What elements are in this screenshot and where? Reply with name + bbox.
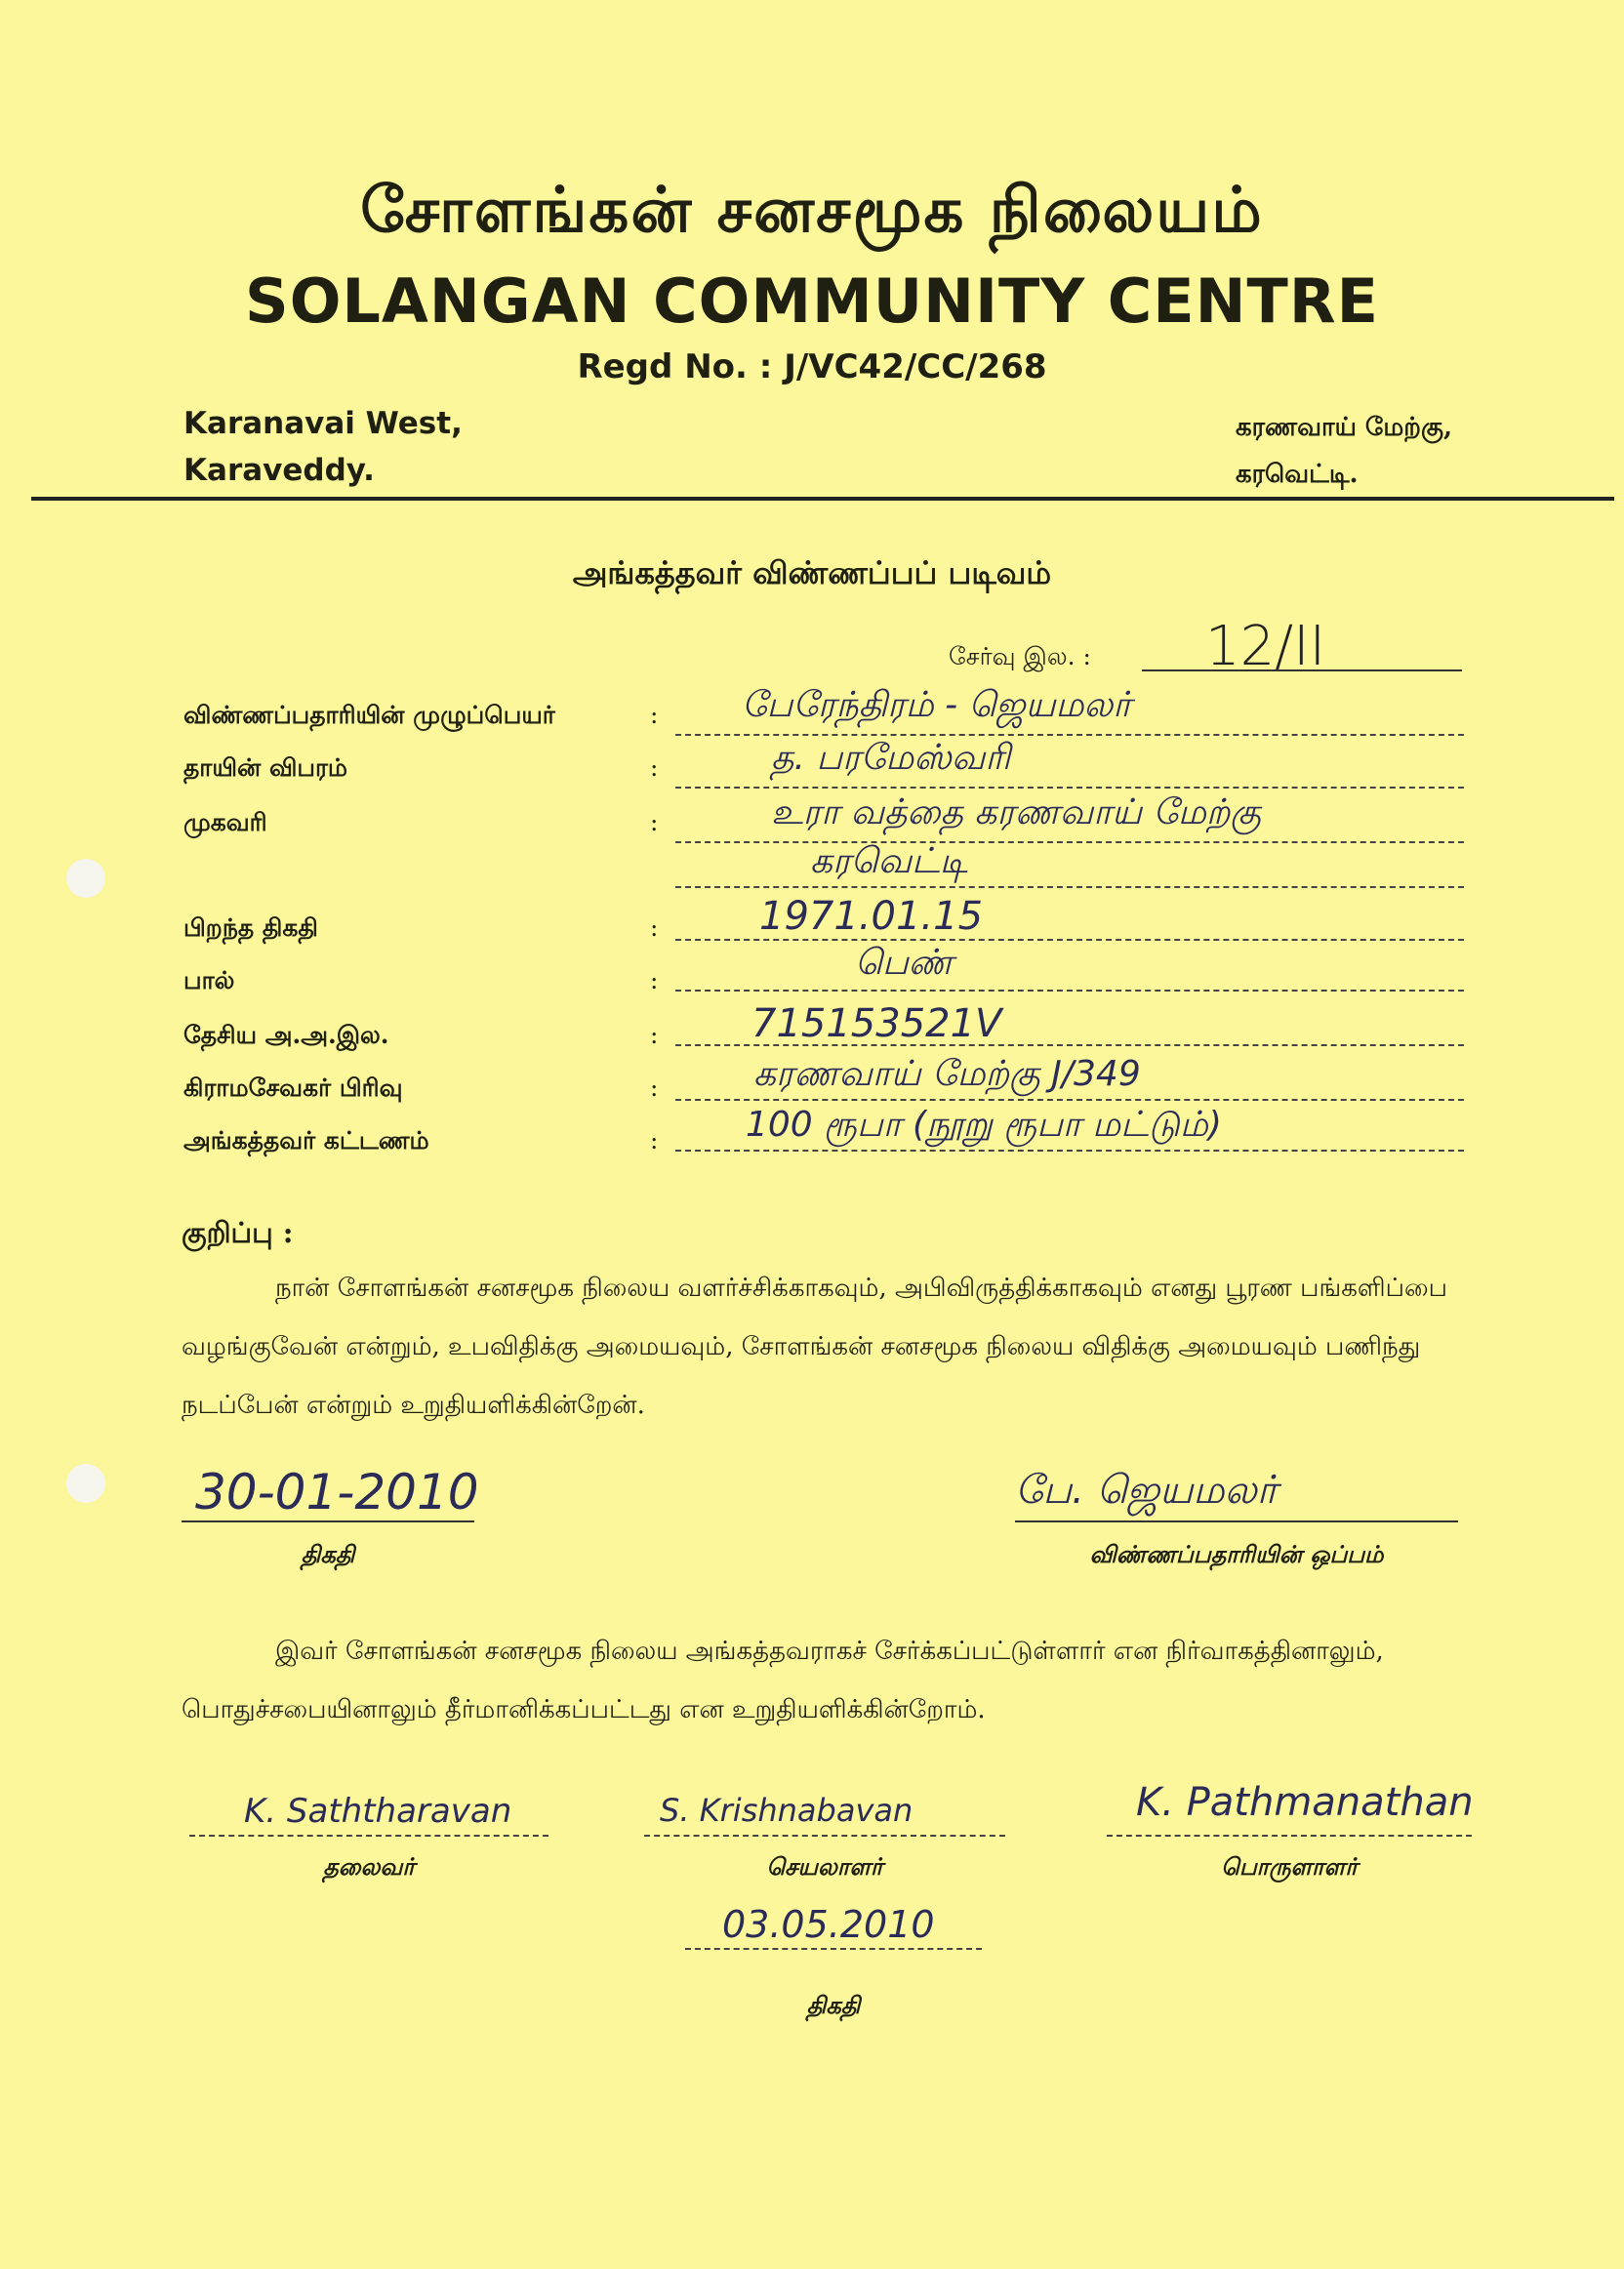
field-label-sex: பால் (183, 966, 235, 994)
field-label-mother: தாயின் விபரம் (183, 753, 348, 782)
field-value-address: உரா வத்தை கரணவாய் மேற்கு (771, 792, 1262, 832)
org-title-english: SOLANGAN COMMUNITY CENTRE (245, 265, 1379, 337)
field-line-mother (675, 787, 1464, 789)
address-english-line-2: Karaveddy. (183, 453, 375, 488)
applicant-date-line (182, 1520, 474, 1522)
field-value-sex: பெண் (855, 943, 954, 983)
applicant-signature-caption: விண்ணப்பதாரியின் ஒப்பம் (1089, 1540, 1384, 1568)
president-signature: K. Saththaravan (244, 1792, 512, 1831)
field-line-address-2 (675, 886, 1464, 888)
field-label-nic: தேசிய அ.அ.இல. (183, 1021, 389, 1049)
note-heading: குறிப்பு : (182, 1216, 294, 1249)
serial-number-label: சேர்வு இல. : (949, 642, 1091, 670)
field-colon: : (650, 753, 659, 782)
field-label-dob: பிறந்த திகதி (183, 913, 318, 942)
field-colon: : (650, 1126, 659, 1155)
field-value-nic: 715153521V (751, 1001, 1002, 1046)
address-english (183, 400, 463, 494)
field-value-address-2: கரவெட்டி (810, 841, 968, 881)
address-tamil-line-1: கரணவாய் மேற்கு, (1235, 413, 1452, 442)
header-divider (31, 497, 1614, 501)
field-value-dob: 1971.01.15 (759, 894, 984, 939)
punch-hole-top (66, 859, 105, 898)
secretary-signature-line (644, 1835, 1005, 1837)
applicant-date-caption: திகதி (301, 1540, 355, 1568)
field-value-mother: த. பரமேஸ்வரி (771, 738, 1011, 778)
president-caption: தலைவர் (323, 1852, 415, 1881)
field-value-gs-division: கரணவாய் மேற்கு J/349 (753, 1054, 1141, 1094)
field-colon: : (650, 701, 659, 729)
secretary-caption: செயலாளர் (766, 1852, 883, 1881)
treasurer-signature-line (1107, 1835, 1472, 1837)
field-line-gs-division (675, 1099, 1464, 1101)
address-english-line-1: Karanavai West, (183, 406, 463, 441)
field-label-membership-fee: அங்கத்தவர் கட்டணம் (183, 1126, 429, 1155)
treasurer-caption: பொருளாளர் (1221, 1852, 1358, 1881)
applicant-date-value: 30-01-2010 (195, 1464, 479, 1520)
address-tamil (1236, 404, 1452, 498)
treasurer-signature: K. Pathmanathan (1136, 1780, 1474, 1825)
secretary-signature: S. Krishnabavan (660, 1792, 914, 1829)
field-line-membership-fee (675, 1150, 1464, 1152)
committee-confirmation: இவர் சோளங்கன் சனசமூக நிலைய அங்கத்தவராகச் சேர்க்கப்பட்டுள்ளார் என நிர்வாகத்தினாலும், பொதுச்சபையினாலும் தீர்மானிக்கப்பட்டது என உறுதியளிக்கின்றோம். (182, 1637, 1384, 1724)
field-colon: : (650, 1021, 659, 1049)
approval-date-caption: திகதி (806, 1991, 861, 2019)
field-colon: : (650, 808, 659, 836)
field-label-address: முகவரி (183, 808, 267, 836)
field-line-full-name (675, 734, 1464, 736)
serial-number-value: 12/II (1205, 615, 1326, 678)
field-colon: : (650, 913, 659, 942)
field-colon: : (650, 1074, 659, 1102)
punch-hole-bottom (66, 1464, 105, 1503)
field-line-dob (675, 939, 1464, 941)
note-declaration: நான் சோளங்கன் சனசமூக நிலைய வளர்ச்சிக்காகவும், அபிவிருத்திக்காகவும் எனது பூரண பங்களிப்பை வழங்குவேன் என்றும், உபவிதிக்கு அமையவும், சோளங்கன் சனசமூக நிலைய விதிக்கு அமையவும் பணிந்து நடப்பேன் என்றும் உறுதியளிக்கின்றேன். (182, 1274, 1447, 1420)
field-line-sex (675, 990, 1464, 992)
registration-number: Regd No. : J/VC42/CC/268 (577, 347, 1047, 386)
approval-date-value: 03.05.2010 (722, 1903, 935, 1946)
form-title: அங்கத்தவர் விண்ணப்பப் படிவம் (572, 554, 1052, 591)
field-value-membership-fee: 100 ரூபா (நூறு ரூபா மட்டும்) (746, 1105, 1222, 1145)
president-signature-line (189, 1835, 548, 1837)
field-label-full-name: விண்ணப்பதாரியின் முழுப்பெயர் (183, 701, 555, 729)
approval-date-line (685, 1948, 982, 1950)
applicant-signature: பே. ஜெயமலர் (1015, 1468, 1278, 1513)
field-colon: : (650, 966, 659, 994)
org-title-tamil: சோளங்கன் சனசமூக நிலையம் (360, 174, 1264, 247)
address-tamil-line-2: கரவெட்டி. (1235, 460, 1359, 489)
field-value-full-name: பேரேந்திரம் - ஜெயமலர் (742, 685, 1132, 725)
field-label-gs-division: கிராமசேவகர் பிரிவு (183, 1074, 403, 1102)
field-line-address (675, 841, 1464, 843)
applicant-signature-line (1015, 1520, 1458, 1522)
